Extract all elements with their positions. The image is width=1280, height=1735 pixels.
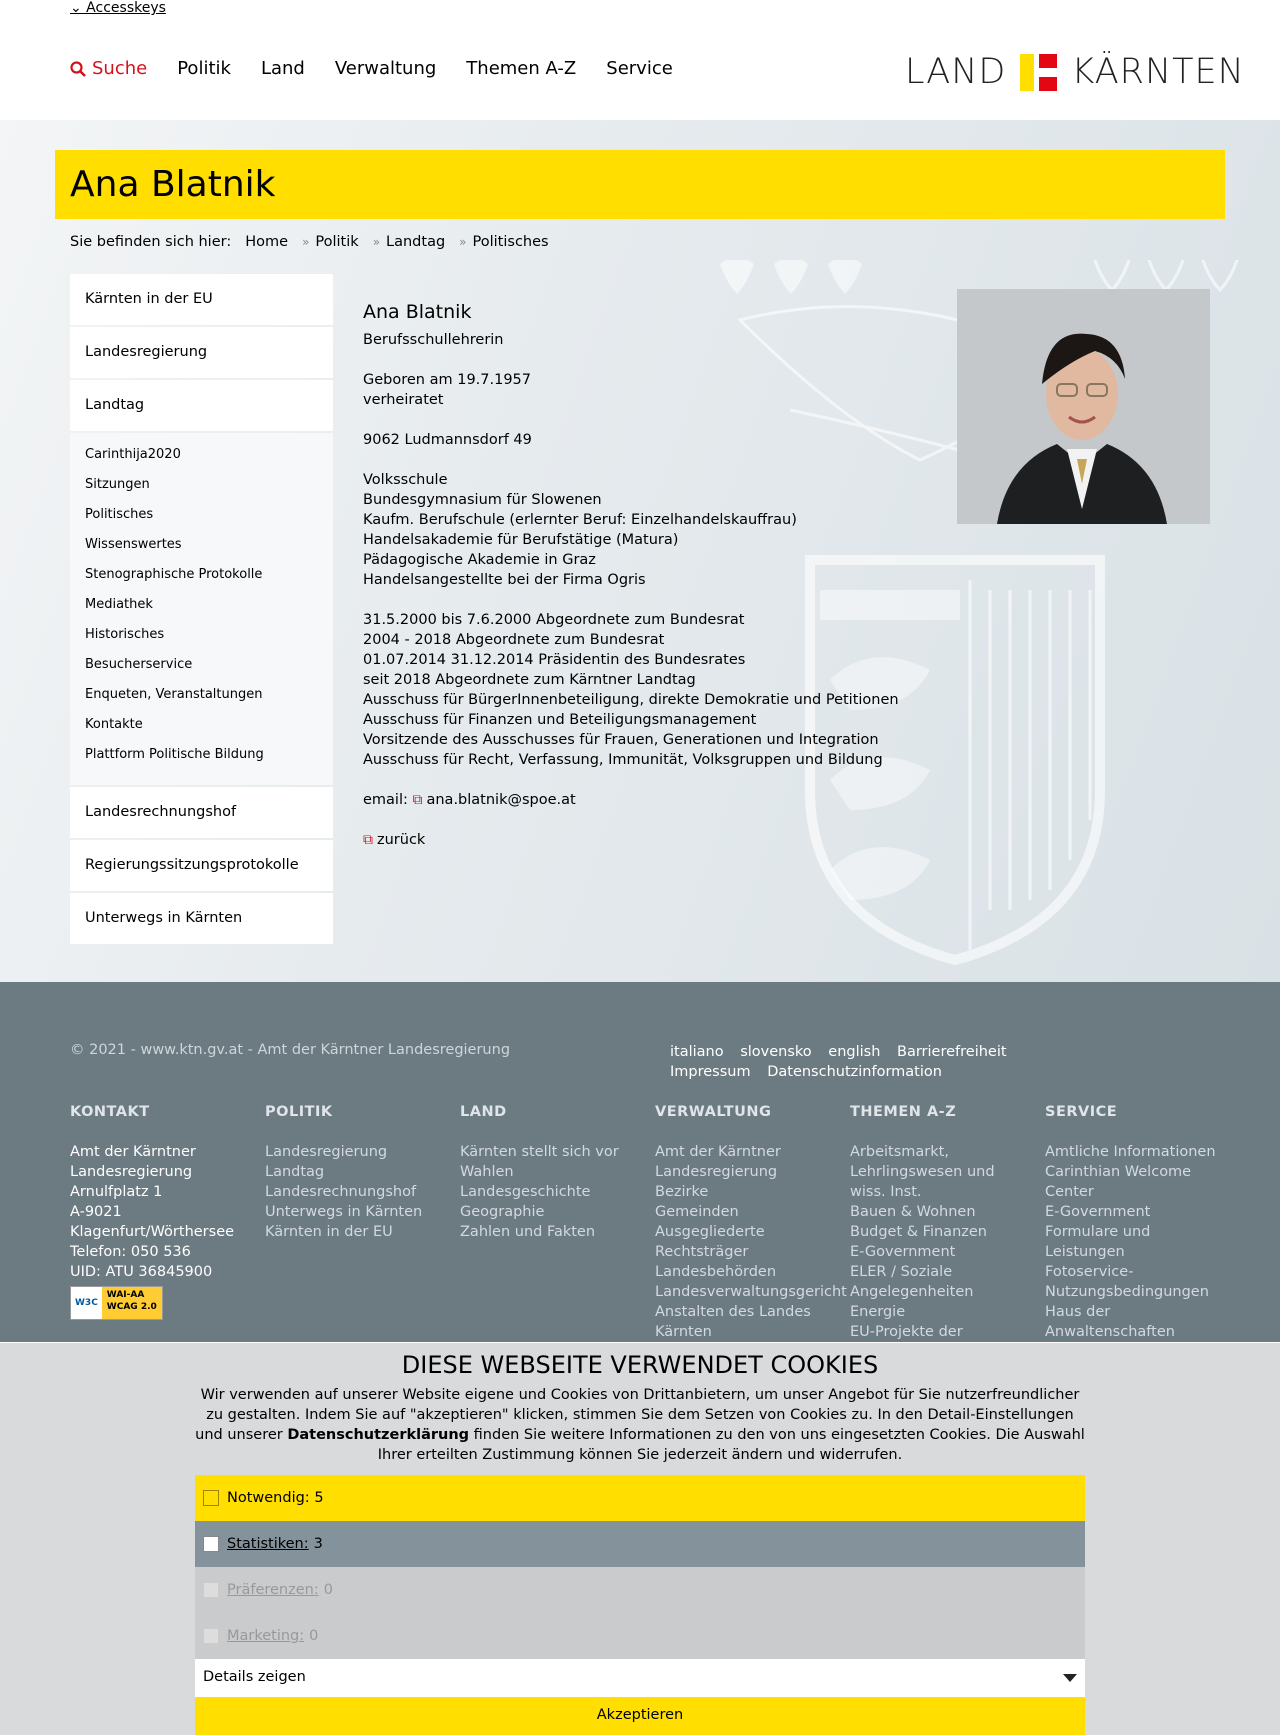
footer-link[interactable]: Landesrechnungshof	[265, 1184, 417, 1200]
logo-mark-icon	[1020, 54, 1057, 91]
chevron-right-icon: »	[372, 235, 381, 249]
footer-link[interactable]: E-Government	[1045, 1204, 1151, 1220]
nav-land[interactable]: Land	[260, 58, 305, 79]
footer-link[interactable]: E-Government	[850, 1244, 956, 1260]
footer-link[interactable]: Carinthian Welcome Center	[1045, 1164, 1192, 1200]
career-line: 2004 - 2018 Abgeordnete zum Bundesrat	[363, 632, 665, 648]
footer-link[interactable]: Bauen & Wohnen	[850, 1204, 976, 1220]
footer-link[interactable]: Ausgegliederte Rechtsträger	[655, 1224, 765, 1260]
land-kaernten-logo[interactable]	[905, 52, 1245, 92]
marketing-label[interactable]: Marketing:	[227, 1628, 305, 1644]
profile-name: Ana Blatnik	[363, 301, 472, 323]
career-line: 31.5.2000 bis 7.6.2000 Abgeordnete zum Bundesrat	[363, 612, 745, 628]
sidebar-subitem[interactable]: Besucherservice	[85, 657, 193, 672]
education-line: Pädagogische Akademie in Graz	[363, 552, 596, 568]
necessary-checkbox	[203, 1490, 219, 1506]
wcag-label: WCAG 2.0	[106, 1302, 157, 1312]
page-title-bar	[55, 150, 1225, 219]
footer-col-service	[1045, 1102, 1225, 1342]
sidebar-subitem[interactable]: Plattform Politische Bildung	[85, 747, 264, 762]
search-icon	[70, 61, 86, 77]
nav-themen[interactable]: Themen A-Z	[466, 58, 577, 79]
nav-politik[interactable]: Politik	[177, 58, 231, 79]
back-link[interactable]: zurück	[377, 832, 426, 848]
footer-link[interactable]: Landesverwaltungsgericht	[655, 1284, 847, 1300]
portrait-image-icon	[957, 289, 1210, 524]
footer-link[interactable]: Wahlen	[460, 1164, 514, 1180]
back-row	[363, 830, 899, 850]
breadcrumb	[70, 234, 549, 250]
sidebar-subitem[interactable]: Politisches	[85, 507, 154, 522]
chevron-right-icon: »	[302, 235, 310, 249]
footer-link[interactable]: Energie	[850, 1304, 906, 1320]
footer-link[interactable]: Budget & Finanzen	[850, 1224, 987, 1240]
footer-col-verwaltung	[655, 1102, 847, 1342]
sidebar-item-regierungssitzungsprotokolle[interactable]: Regierungssitzungsprotokolle	[70, 840, 333, 891]
external-link-icon: ⧉	[412, 792, 423, 808]
footer-link[interactable]: Landtag	[265, 1164, 325, 1180]
footer-heading: LAND	[460, 1104, 507, 1120]
footer-link-barrierefreiheit[interactable]: Barrierefreiheit	[897, 1044, 1007, 1060]
cookie-option-statistics	[195, 1521, 1085, 1567]
footer-link[interactable]: Gemeinden	[655, 1204, 739, 1220]
profile-content	[363, 302, 899, 850]
footer-link-italiano[interactable]: italiano	[670, 1044, 724, 1060]
sidebar-subitem[interactable]: Mediathek	[85, 597, 153, 612]
sidebar-item-landtag[interactable]: Landtag	[70, 380, 333, 431]
footer-col-politik	[265, 1102, 445, 1242]
sidebar-subitem[interactable]: Wissenswertes	[85, 537, 182, 552]
breadcrumb-politisches[interactable]: Politisches	[472, 234, 549, 250]
sidebar-subitem[interactable]: Enqueten, Veranstaltungen	[85, 687, 263, 702]
career-line: seit 2018 Abgeordnete zum Kärntner Landtag	[363, 672, 696, 688]
cookie-title: DIESE WEBSEITE VERWENDET COOKIES	[401, 1351, 879, 1379]
footer-link[interactable]: Landesregierung	[265, 1144, 388, 1160]
footer-col-themen	[850, 1102, 1030, 1342]
wai-aa-logo	[102, 1287, 162, 1319]
accesskeys-link[interactable]: ⌄ Accesskeys	[70, 0, 166, 16]
cookie-option-preferences	[195, 1567, 1085, 1613]
search-button[interactable]	[70, 58, 147, 79]
footer-link[interactable]: ELER / Soziale Angelegenheiten	[850, 1264, 974, 1300]
footer-link[interactable]: Formulare und Leistungen	[1045, 1224, 1151, 1260]
education-line: Kaufm. Berufschule (erlernter Beruf: Einzelhandelskauffrau)	[363, 512, 797, 528]
breadcrumb-label: Sie befinden sich hier:	[70, 234, 232, 250]
cookie-text-a: Wir verwenden auf unserer Website eigene und Cookies von Drittanbietern, um unser Angebot für Sie nutzerfreundlicher zu gestalten. Indem Sie auf "akzeptieren" klicken, stimmen Sie dem Setzen von Cookies zu. In den Detail-Einstellungen und unserer	[195, 1387, 1080, 1443]
profile-profession: Berufsschullehrerin	[363, 332, 504, 348]
sidebar-item-unterwegs[interactable]: Unterwegs in Kärnten	[70, 893, 333, 944]
sidebar	[70, 274, 333, 946]
cookie-text	[195, 1385, 1085, 1465]
cookie-details-toggle[interactable]	[195, 1659, 1085, 1697]
profile-photo	[957, 289, 1210, 524]
sidebar-subitem[interactable]: Sitzungen	[85, 477, 150, 492]
footer-link[interactable]: Kärnten stellt sich vor	[460, 1144, 619, 1160]
footer-link[interactable]: EU-Projekte der	[850, 1324, 963, 1340]
career-line: Ausschuss für Finanzen und Beteiligungsmanagement	[363, 712, 757, 728]
career-line: Ausschuss für BürgerInnenbeteiligung, direkte Demokratie und Petitionen	[363, 692, 899, 708]
footer-link[interactable]: Kärnten in der EU	[265, 1224, 393, 1240]
footer-heading: SERVICE	[1045, 1104, 1118, 1120]
necessary-count: 5	[314, 1490, 324, 1506]
statistics-count: 3	[313, 1536, 323, 1552]
profile-status: verheiratet	[363, 392, 444, 408]
search-label: Suche	[92, 58, 148, 79]
footer-col-kontakt	[70, 1102, 250, 1320]
privacy-policy-link[interactable]: Datenschutzerklärung	[287, 1427, 470, 1443]
footer-text: UID: ATU 36845900	[70, 1264, 213, 1280]
page-title: Ana Blatnik	[70, 164, 276, 205]
sidebar-subitem[interactable]: Kontakte	[85, 717, 143, 732]
main-nav	[70, 58, 673, 79]
sidebar-subitem[interactable]: Stenographische Protokolle	[85, 567, 263, 582]
sidebar-item-landesregierung[interactable]: Landesregierung	[70, 327, 333, 378]
email-link[interactable]: ana.blatnik@spoe.at	[426, 792, 576, 808]
footer-link-english[interactable]: english	[828, 1044, 881, 1060]
wai-label: WAI-AA	[106, 1290, 145, 1300]
footer-link[interactable]: Landesbehörden	[655, 1264, 777, 1280]
footer-link-datenschutz[interactable]: Datenschutzinformation	[767, 1064, 942, 1080]
footer-link-impressum[interactable]: Impressum	[670, 1064, 751, 1080]
preferences-label[interactable]: Präferenzen:	[227, 1582, 319, 1598]
footer-link[interactable]: Arbeitsmarkt, Lehrlingswesen und wiss. Inst.	[850, 1144, 995, 1200]
cookie-text-b: finden Sie weitere Informationen zu den von uns eingesetzten Cookies. Die Auswahl Ihrer erteilten Zustimmung können Sie jederzeit ändern und widerrufen.	[377, 1427, 1085, 1463]
education-line: Volksschule	[363, 472, 448, 488]
career-line: Ausschuss für Recht, Verfassung, Immunität, Volksgruppen und Bildung	[363, 752, 883, 768]
statistics-checkbox[interactable]	[203, 1536, 219, 1552]
footer-link[interactable]: Amtliche Informationen	[1045, 1144, 1216, 1160]
sidebar-subitem[interactable]: Carinthija2020	[85, 447, 181, 462]
w3c-logo: W3C	[71, 1287, 102, 1319]
email-label: email:	[363, 792, 408, 808]
breadcrumb-politik[interactable]: Politik	[315, 234, 359, 250]
details-label: Details zeigen	[203, 1669, 306, 1685]
email-row	[363, 790, 899, 810]
sidebar-sublist	[70, 433, 333, 785]
cookie-option-necessary	[195, 1475, 1085, 1521]
necessary-label: Notwendig:	[227, 1490, 310, 1506]
logo-text-left: LAND	[905, 52, 1007, 92]
accept-cookies-button[interactable]: Akzeptieren	[195, 1697, 1085, 1735]
preferences-count: 0	[323, 1582, 333, 1598]
career-line: 01.07.2014 31.12.2014 Präsidentin des Bundesrates	[363, 652, 746, 668]
footer-link[interactable]: Zahlen und Fakten	[460, 1224, 596, 1240]
profile-address: 9062 Ludmannsdorf 49	[363, 432, 532, 448]
footer	[0, 982, 1280, 1342]
footer-col-land	[460, 1102, 640, 1242]
footer-links	[670, 1042, 1110, 1082]
external-link-icon: ⧉	[363, 832, 373, 848]
education-line: Bundesgymnasium für Slowenen	[363, 492, 602, 508]
logo-text-right: KÄRNTEN	[1071, 52, 1245, 92]
footer-link[interactable]: Unterwegs in Kärnten	[265, 1204, 423, 1220]
career-line: Vorsitzende des Ausschusses für Frauen, Generationen und Integration	[363, 732, 879, 748]
footer-text: Telefon: 050 536	[70, 1244, 191, 1260]
footer-text: Amt der Kärntner Landesregierung	[70, 1144, 196, 1180]
profile-born: Geboren am 19.7.1957	[363, 372, 532, 388]
sidebar-item-eu[interactable]: Kärnten in der EU	[70, 274, 333, 325]
footer-text: A-9021 Klagenfurt/Wörthersee	[70, 1204, 235, 1240]
footer-link[interactable]: Bezirke	[655, 1184, 709, 1200]
footer-heading: KONTAKT	[70, 1104, 150, 1120]
cookie-option-marketing	[195, 1613, 1085, 1659]
footer-heading: POLITIK	[265, 1104, 333, 1120]
sidebar-subitem[interactable]: Historisches	[85, 627, 165, 642]
footer-link-slovensko[interactable]: slovensko	[740, 1044, 812, 1060]
footer-copyright: © 2021 - www.ktn.gv.at - Amt der Kärntner Landesregierung	[70, 1042, 511, 1058]
caret-down-icon	[1063, 1674, 1077, 1682]
chevron-right-icon: »	[459, 235, 467, 249]
education-line: Handelsakademie für Berufstätige (Matura)	[363, 532, 679, 548]
footer-link[interactable]: Haus der Anwaltenschaften	[1045, 1304, 1175, 1340]
education-line: Handelsangestellte bei der Firma Ogris	[363, 572, 646, 588]
marketing-checkbox[interactable]	[203, 1628, 219, 1644]
breadcrumb-home[interactable]: Home	[245, 234, 289, 250]
sidebar-item-landesrechnungshof[interactable]: Landesrechnungshof	[70, 787, 333, 838]
statistics-label[interactable]: Statistiken:	[227, 1536, 309, 1552]
marketing-count: 0	[309, 1628, 319, 1644]
footer-link[interactable]: Landesgeschichte	[460, 1184, 591, 1200]
footer-link[interactable]: Geographie	[460, 1204, 545, 1220]
footer-link[interactable]: Amt der Kärntner Landesregierung	[655, 1144, 781, 1180]
footer-heading: THEMEN A-Z	[850, 1104, 957, 1120]
footer-link[interactable]: Fotoservice-Nutzungsbedingungen	[1045, 1264, 1209, 1300]
footer-heading: VERWALTUNG	[655, 1104, 772, 1120]
nav-service[interactable]: Service	[606, 58, 673, 79]
footer-text: Arnulfplatz 1	[70, 1184, 163, 1200]
wcag-badge[interactable]	[70, 1286, 163, 1320]
nav-verwaltung[interactable]: Verwaltung	[334, 58, 437, 79]
footer-link[interactable]: Anstalten des Landes Kärnten	[655, 1304, 811, 1340]
preferences-checkbox[interactable]	[203, 1582, 219, 1598]
breadcrumb-landtag[interactable]: Landtag	[386, 234, 446, 250]
